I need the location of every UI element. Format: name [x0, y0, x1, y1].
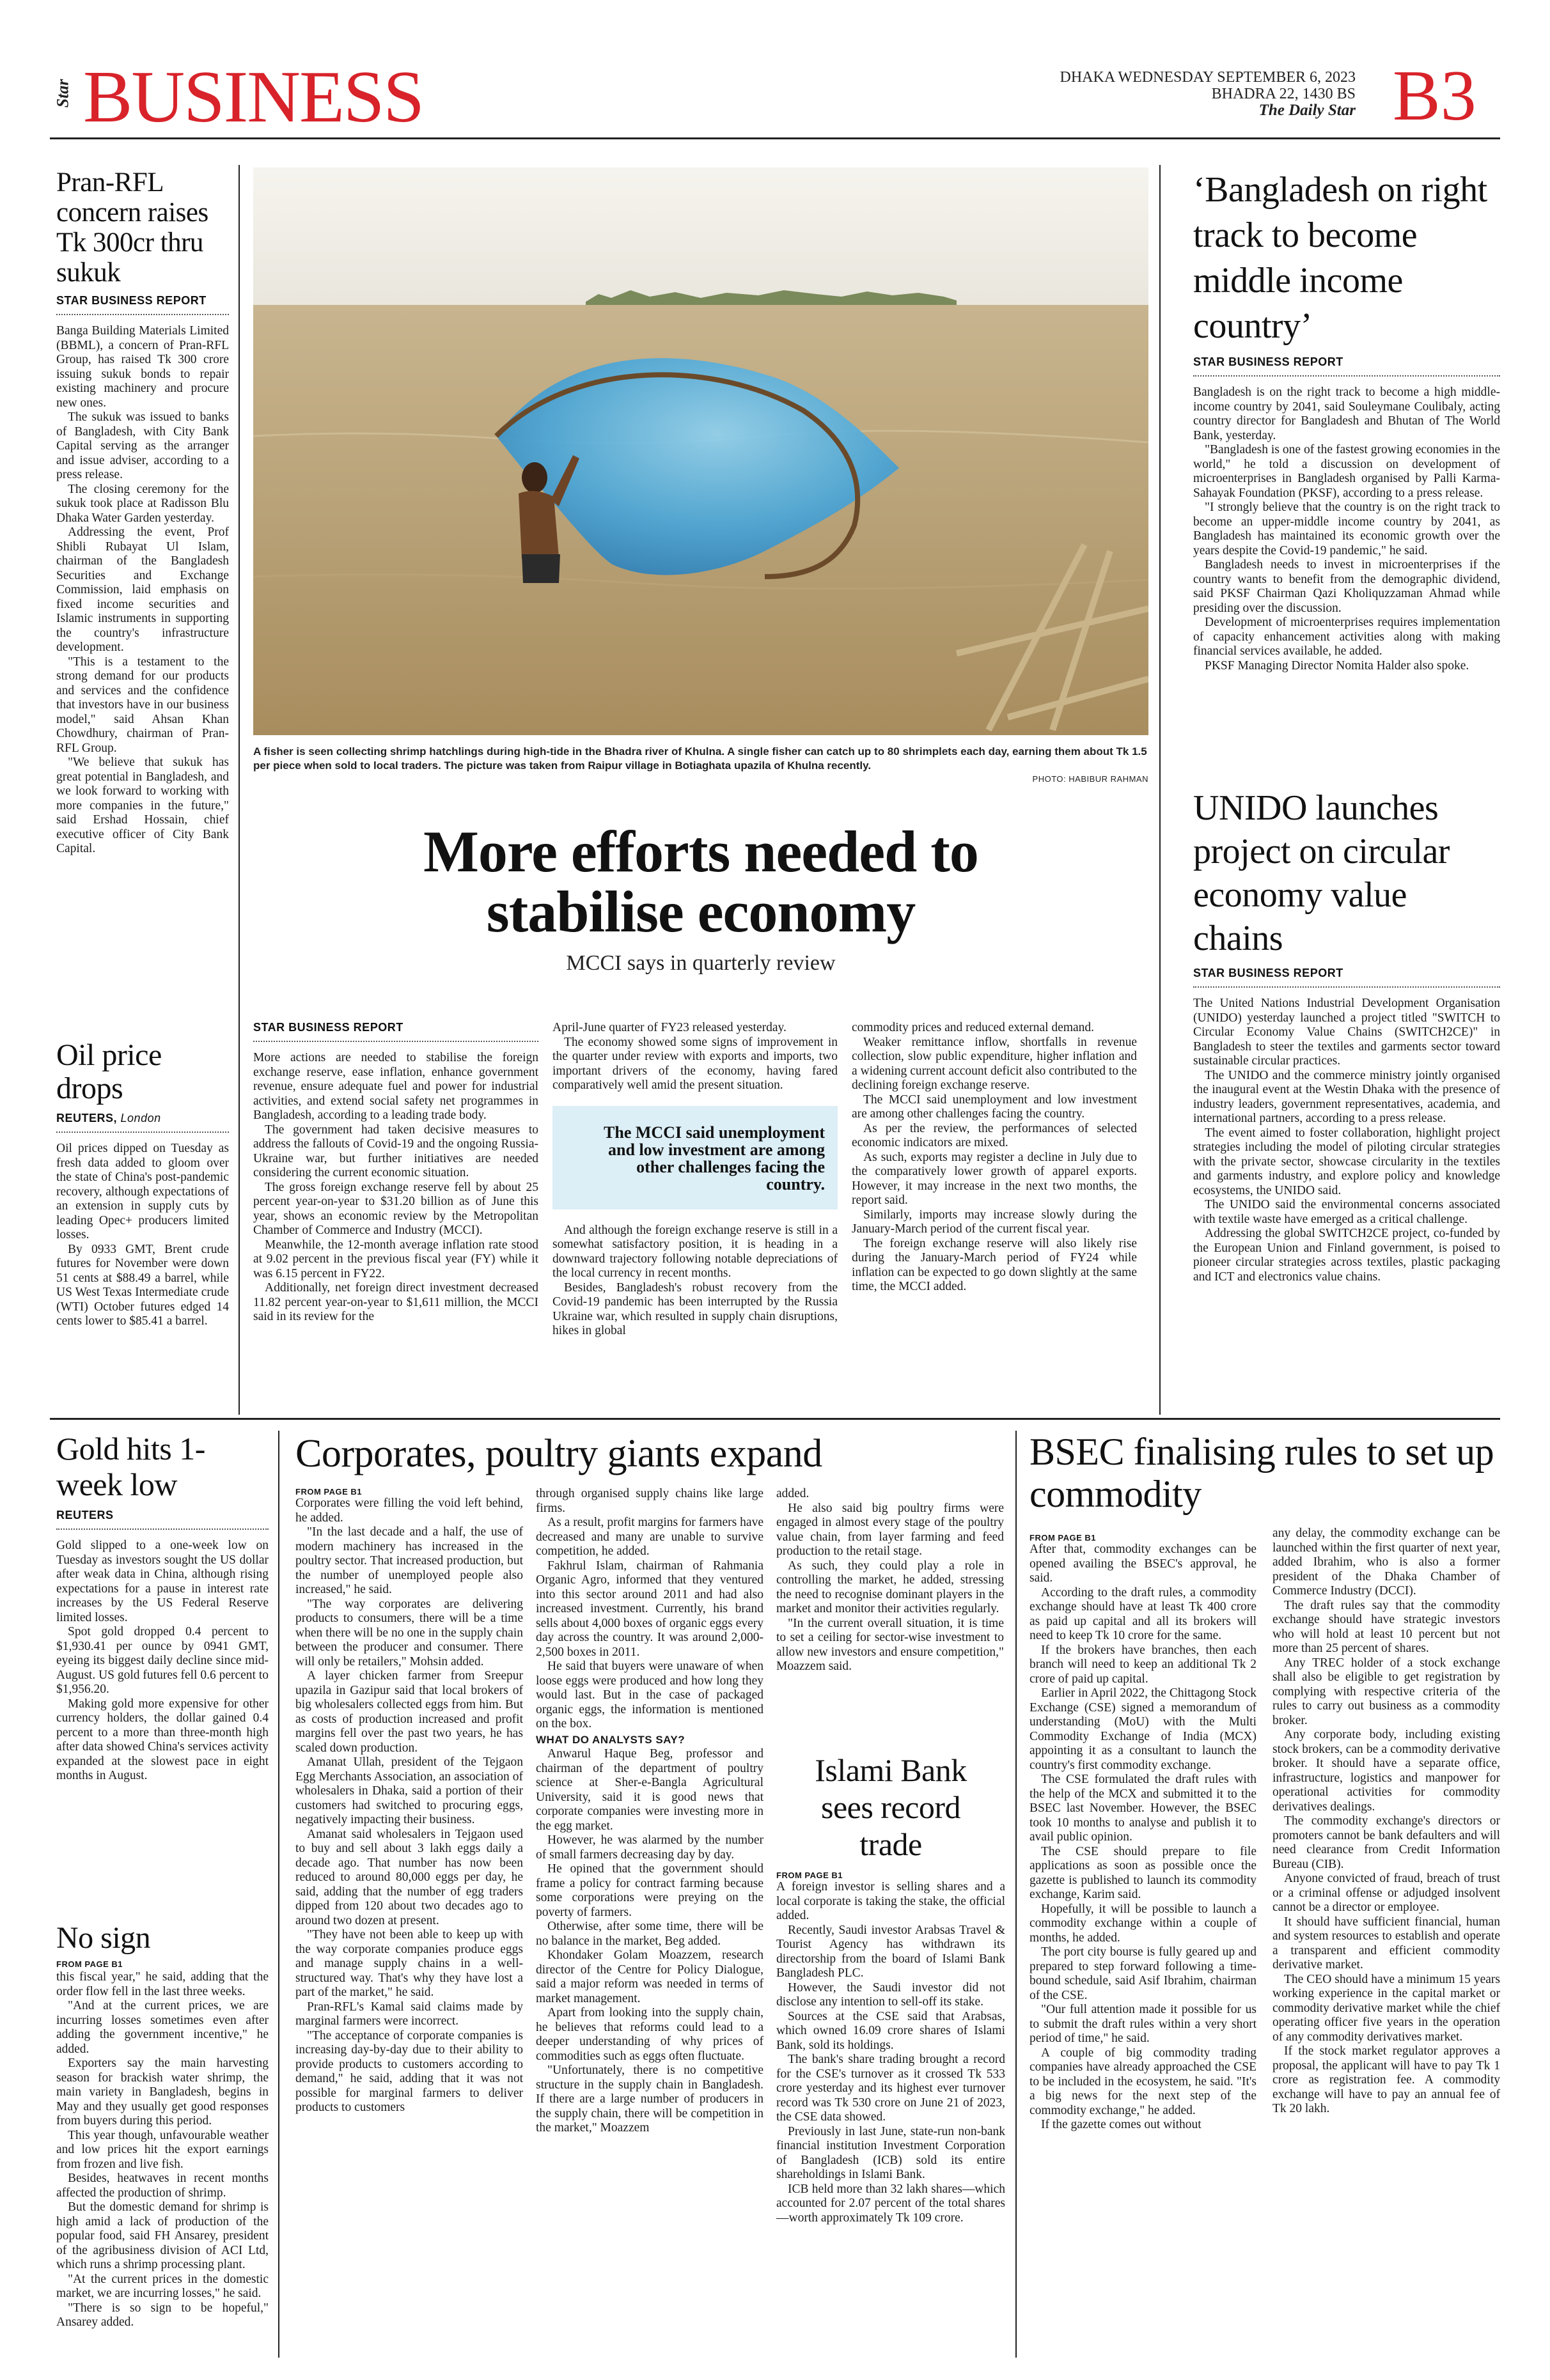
article-body	[536, 1487, 763, 2136]
paragraph: As such, they could play a role in controlling the market, he added, stressing the need to recognise dominant players in the market and monitor their activities regularly.	[776, 1559, 1004, 1615]
article-unido	[1193, 786, 1500, 1415]
paragraph: PKSF Managing Director Nomita Halder also spoke.	[1205, 658, 1469, 673]
paragraph: However, he was alarmed by the number of small farmers decreasing day by day.	[536, 1833, 763, 1862]
paragraph: He said that buyers were unaware of when loose eggs were produced and how long they would last. But in the case of packaged organic eggs, the information is mentioned on the box.	[536, 1660, 763, 1731]
paragraph: And although the foreign exchange reserve is still in a somewhat satisfactory position, it is heading in a downward trajectory following notable depreciations of the local currency in recent months.	[552, 1223, 838, 1280]
paragraph: Spot gold dropped 0.4 percent to $1,930.41 per ounce by 0941 GMT, eyeing its biggest daily decline since mid-August. US gold futures fell 0.6 percent to $1,956.20.	[56, 1625, 269, 1696]
paragraph: ICB held more than 32 lakh shares—which accounted for 2.07 percent of the total shares—worth approximately Tk 109 crore.	[776, 2182, 1005, 2225]
pull-quote-text: The MCCI said unemployment and low investment are among other challenges facing the country.	[604, 1123, 825, 1194]
paragraph: April-June quarter of FY23 released yesterday.	[552, 1021, 787, 1034]
byline: FROM PAGE B1	[295, 1487, 362, 1497]
paragraph: "This is a testament to the strong demand for our products and services and the confidence that investors have in our business model," said Ahsan Khan Chowdhury, chairman of Pran-RFL Group.	[56, 655, 229, 755]
article-body	[552, 1224, 838, 1339]
article-oil-price	[56, 1039, 229, 1415]
byline	[56, 1112, 229, 1133]
article-body	[1193, 997, 1500, 1284]
paragraph: Khondaker Golam Moazzem, research director of the Centre for Policy Dialogue, said a major reform was needed in terms of market management.	[536, 1948, 763, 2005]
paragraph: As per the review, the performances of selected economic indicators are mixed.	[852, 1121, 1137, 1149]
column-rule	[1015, 1431, 1017, 2358]
paragraph: "The way corporates are delivering products to consumers, there will be a time when there will be no one in the supply chain between the producer and consumer. There will only be retailers," Mohsin added.	[295, 1597, 523, 1668]
paragraph: The United Nations Industrial Development Organisation (UNIDO) yesterday launched a project titled "SWITCH to Circular Economy Value Chains (SWITCH2CE)" in Bangladesh to steer the textiles and garments sector toward sustainable circular practices.	[1193, 997, 1500, 1068]
paragraph: The commodity exchange's directors or promoters cannot be bank defaulters and will need clearance from Credit Information Bureau (CIB).	[1272, 1814, 1500, 1871]
paragraph: added.	[776, 1487, 810, 1500]
paragraph: Addressing the event, Prof Shibli Rubayat Ul Islam, chairman of the Bangladesh Securities and Exchange Commission, laid emphasis on fixed income securities and Islamic instruments in supporting the country's infrastructure development.	[56, 525, 229, 654]
paragraph: By 0933 GMT, Brent crude futures for November were down 51 cents at $88.49 a barrel, while US West Texas Intermediate crude (WTI) October futures edged 14 cents lower to $85.41 a barrel.	[56, 1242, 229, 1328]
paragraph: "I strongly believe that the country is on the right track to become an upper-middle income country by 2041, as Bangladesh has maintained its economic growth over the years despite the Covid-19 pandemic," he said.	[1193, 501, 1500, 557]
article-gold	[56, 1431, 269, 1917]
paragraph: The CSE should prepare to file applications as soon as possible once the gazette is published to launch its commodity exchange, Karim said.	[1029, 1844, 1256, 1901]
paragraph: Bangladesh is on the right track to become a high middle-income country by 2041, said Souleymane Coulibaly, acting country director for Bangladesh and Bhutan of The World Bank, yesterday.	[1193, 385, 1500, 442]
paragraph: "In the current overall situation, it is time to set a ceiling for sector-wise investment to allow new investors and ensure competition," Moazzem said.	[776, 1616, 1004, 1673]
article-body	[852, 1021, 1137, 1295]
caption-text: A fisher is seen collecting shrimp hatchlings during high-tide in the Bhadra river of Khulna. A single fisher can catch up to 80 shrimplets each day, earning them about Tk 1.5 per piece when sold to local traders. The picture was taken from Raipur village in Botiaghata upazila of Khulna recently.	[253, 745, 1147, 772]
sky	[253, 167, 1148, 305]
article-body	[253, 1051, 538, 1325]
article-body	[295, 1497, 523, 2115]
masthead-rule	[50, 137, 1500, 139]
paragraph: Amanat Ullah, president of the Tejgaon Egg Merchants Association, an association of wholesalers in Dhaka, said a portion of their customers had switched to procuring eggs, negatively impacting their business.	[295, 1755, 523, 1826]
dateline	[946, 69, 1356, 127]
paragraph: The UNIDO said the environmental concerns associated with textile waste have emerged as a critical challenge.	[1193, 1198, 1500, 1226]
column	[1272, 1527, 1500, 2362]
fisher-shorts	[522, 554, 560, 583]
column	[852, 1021, 1137, 1415]
article-body	[1029, 1543, 1256, 2133]
column	[552, 1021, 838, 1415]
paragraph: If the gazette comes out without	[1041, 2118, 1202, 2131]
paragraph: Making gold more expensive for other currency holders, the dollar gained 0.4 percent to a more than three-month high after data showed China's services activity expanded at the slowest pace in eight months in August.	[56, 1697, 269, 1782]
daily-star-logo: The Daily Star	[1258, 102, 1356, 119]
paragraph: Pran-RFL's Kamal said claims made by marginal farmers were incorrect.	[295, 2000, 523, 2028]
column	[776, 1487, 1004, 1743]
paragraph: It should have sufficient financial, human and system resources to establish and operate a transparent and efficient commodity derivative market.	[1272, 1915, 1500, 1972]
paragraph: Recently, Saudi investor Arabsas Travel & Tourist Agency has withdrawn its directorship from the board of Islami Bank Bangladesh PLC.	[776, 1923, 1005, 1980]
paragraph: Banga Building Materials Limited (BBML), a concern of Pran-RFL Group, has raised Tk 300 crore issuing sukuk bonds to repair existing machinery and procure new ones.	[56, 324, 229, 410]
paragraph: Meanwhile, the 12-month average inflation rate stood at 9.02 percent in the previous fiscal year (FY) while it was 6.15 percent in FY22.	[253, 1238, 538, 1280]
photo-credit: PHOTO: HABIBUR RAHMAN	[1032, 774, 1148, 784]
headline: Oil price drops	[56, 1039, 162, 1105]
column-rule	[239, 165, 240, 1415]
fisher-head	[522, 462, 547, 493]
paragraph: More actions are needed to stabilise the foreign exchange reserve, ease inflation, enhance government revenue, ensure adequate fuel and power for industrial activities, and extend social safety net programmes in Bangladesh, according to a leading trade body.	[253, 1051, 538, 1122]
paragraph: After that, commodity exchanges can be opened availing the BSEC's approval, he said.	[1029, 1543, 1256, 1585]
paragraph: Otherwise, after some time, there will be no balance in the market, Beg added.	[536, 1920, 763, 1948]
paragraph: But the domestic demand for shrimp is high amid a lack of production of the popular food, said FH Ansarey, president of the agribusiness division of ACI Ltd, which runs a shrimp processing plant.	[56, 2200, 269, 2271]
paragraph: He also said big poultry firms were engaged in almost every stage of the poultry value chain, from layer farming and feed production to the retail stage.	[776, 1501, 1004, 1558]
article-body	[56, 1970, 269, 2330]
paragraph: Besides, Bangladesh's robust recovery from the Covid-19 pandemic has been interrupted by the Russia Ukraine war, which resulted in supply chain disruptions, hikes in global	[552, 1280, 838, 1337]
paragraph: Weaker remittance inflow, shortfalls in revenue collection, slow public expenditure, higher inflation and a widening current account deficit also contributed to the declining foreign exchange reserve.	[852, 1035, 1137, 1092]
masthead-star-mark	[50, 63, 75, 124]
section-title: BUSINESS	[83, 59, 423, 136]
article-body	[56, 1539, 269, 1784]
paragraph: The foreign exchange reserve will also likely rise during the January-March period of FY24 while inflation can be expected to go down slightly at the same time, the MCCI added.	[852, 1236, 1137, 1293]
byline: STAR BUSINESS REPORT	[1193, 355, 1500, 377]
article-islami-bank	[776, 1752, 1005, 2362]
masthead-star-text: Star	[53, 79, 72, 108]
column-rule	[1159, 165, 1161, 1415]
paragraph: commodity prices and reduced external demand.	[852, 1021, 1095, 1034]
paragraph: Any TREC holder of a stock exchange shall also be eligible to get registration by complying with respective criteria of the rules to carry out business as a commodity broker.	[1272, 1656, 1500, 1727]
paragraph: Besides, heatwaves in recent months affected the production of shrimp.	[56, 2172, 269, 2200]
paragraph: Exporters say the main harvesting season for brackish water shrimp, the main variety in Bangladesh, begins in May and they usually get good responses from buyers during this period.	[56, 2057, 269, 2127]
paragraph: "They have not been able to keep up with the way corporate companies produce eggs and manage supply chains in a well-structured way. That's why they have lost a part of the market," he said.	[295, 1928, 523, 1999]
byline: FROM PAGE B1	[56, 1959, 123, 1969]
paragraph: As such, exports may register a decline in July due to the comparatively lower growth of apparel exports. However, it may increase in the next two months, the report said.	[852, 1150, 1137, 1207]
paragraph: Bangladesh needs to invest in microenterprises if the country wants to benefit from the demographic dividend, said PKSF Chairman Qazi Kholiquzzaman Ahmad while presiding over the discussion.	[1193, 558, 1500, 615]
article-middle-income	[1193, 167, 1500, 775]
shrimp-fisher-photo	[253, 167, 1148, 735]
paragraph: this fiscal year," he said, adding that the order flow fell in the last three weeks.	[56, 1970, 269, 1998]
byline: FROM PAGE B1	[776, 1871, 843, 1880]
byline-location: London	[120, 1112, 161, 1124]
headline: Islami Bank sees record trade	[815, 1752, 967, 1862]
paragraph: A foreign investor is selling shares and a local corporate is taking the stake, the official added.	[776, 1880, 1005, 1922]
paragraph: The economy showed some signs of improvement in the quarter under review with exports and imports, two important drivers of the economy, having fared comparatively well amid the present situation.	[552, 1035, 838, 1092]
article-no-sign	[56, 1921, 269, 2362]
byline-agency: REUTERS,	[56, 1112, 118, 1124]
column	[1029, 1533, 1256, 2362]
paragraph: "We believe that sukuk has great potential in Bangladesh, and we look forward to working with more companies in the future," said Ershad Hossain, chief executive officer of City Bank Capital.	[56, 756, 229, 855]
paragraph: A couple of big commodity trading companies have already approached the CSE to be included in the ecosystem, he said. "It's a big news for the next step of the commodity exchange," he added.	[1029, 2046, 1256, 2117]
paragraph: The CEO should have a minimum 15 years working experience in the capital market or commodity derivative market while the chief operating officer five years in the operation of any commodity derivatives market.	[1272, 1972, 1500, 2044]
paragraph: Fakhrul Islam, chairman of Rahmania Organic Agro, informed that they ventured into this sector around 2011 and had also increased investment. Currently, his brand sells about 4,000 boxes of organic eggs every day across the country. It was around 2,000-2,500 boxes in 2011.	[536, 1559, 763, 1659]
paragraph: Any corporate body, including existing stock brokers, can be a commodity derivative broker. It should have a separate office, infrastructure, logistics and manpower for operational activities for commodity derivatives dealings.	[1272, 1728, 1500, 1814]
headline: No sign	[56, 1921, 151, 1955]
page-number: B3	[1393, 58, 1476, 134]
paragraph: If the stock market regulator approves a proposal, the applicant will have to pay Tk 1 crore as registration fee. A commodity exchange will have to pay an annual fee of Tk 20 lakh.	[1272, 2044, 1500, 2115]
mcci-body	[253, 1021, 1148, 1415]
paragraph: "There is so sign to be hopeful," Ansarey added.	[56, 2301, 269, 2329]
paragraph: any delay, the commodity exchange can be launched within the first quarter of next year, added Ibrahim, who is also a former president of the Dhaka Chamber of Commerce Industry (DCCI).	[1272, 1527, 1500, 1598]
paragraph: Oil prices dipped on Tuesday as fresh data added to gloom over the state of China's post-pandemic recovery, although expectations of an extension in supply cuts by leading Opec+ producers limited losses.	[56, 1142, 229, 1241]
paragraph: Additionally, net foreign direct investment decreased 11.82 percent year-on-year to $1,611 million, the MCCI said in its review for the	[253, 1281, 538, 1323]
paragraph: Addressing the global SWITCH2CE project, co-funded by the European Union and Finland government, is poised to pioneer circular strategies across textiles, plastic packaging and ICT and electronics value chains.	[1193, 1227, 1500, 1284]
paragraph: As a result, profit margins for farmers have decreased and many are unable to survive competition, he added.	[536, 1516, 763, 1558]
headline: Corporates, poultry giants expand	[295, 1432, 822, 1475]
subheading: WHAT DO ANALYSTS SAY?	[536, 1733, 685, 1746]
byline: FROM PAGE B1	[1029, 1533, 1096, 1543]
paragraph: through organised supply chains like large firms.	[536, 1487, 763, 1515]
paragraph: A layer chicken farmer from Sreepur upazila in Gazipur said that local brokers of big wholesalers collected eggs from him. But as costs of production increased and profit margins fell over the past two years, he has scaled down production.	[295, 1669, 523, 1755]
article-body	[776, 1487, 1004, 1674]
section-rule	[50, 1418, 1500, 1420]
column-rule	[278, 1431, 279, 2358]
date-text: DHAKA WEDNESDAY SEPTEMBER 6, 2023	[1060, 69, 1356, 86]
article-body	[1272, 1527, 1500, 2117]
column	[295, 1487, 523, 2362]
paragraph: "Bangladesh is one of the fastest growing economies in the world," he told a discussion on development of microenterprises in Bangladesh organised by Palli Karma-Sahayak Foundation (PKSF), according to a press release.	[1193, 443, 1500, 500]
paragraph: Earlier in April 2022, the Chittagong Stock Exchange (CSE) signed a memorandum of understanding (MoU) with the Multi Commodity Exchange of India (MCX) appointing it as a consultant to launch the country's first commodity exchange.	[1029, 1686, 1256, 1772]
paragraph: Anwarul Haque Beg, professor and chairman of the department of poultry science at Sher-e-Bangla Agricultural University, said it is good news that corporate companies were investing more in the egg market.	[536, 1747, 763, 1833]
article-body	[1193, 385, 1500, 673]
paragraph: "Unfortunately, there is no competitive structure in the supply chain in Bangladesh. If there are a large number of producers in the supply chain, there will be competition in the market," Moazzem	[536, 2064, 763, 2135]
main-headline: More efforts needed to stabilise economy	[423, 821, 978, 944]
paragraph: The event aimed to foster collaboration, highlight project strategies including the model of piloting circular strategies with the private sector, showcase circularity in the textiles and garments industry, and explore policy and knowledge ecosystems, the UNIDO said.	[1193, 1126, 1500, 1197]
byline: STAR BUSINESS REPORT	[1193, 967, 1500, 988]
paragraph: The gross foreign exchange reserve fell by about 25 percent year-on-year to $31.20 billion as of June this year, shows an economic review by the Metropolitan Chamber of Commerce and Industry (MCCI).	[253, 1180, 538, 1237]
photo-caption	[253, 745, 1148, 796]
article-body	[56, 324, 229, 857]
paragraph: Sources at the CSE said that Arabsas, which owned 16.09 crore shares of Islami Bank, sold its holdings.	[776, 2009, 1005, 2052]
byline: STAR BUSINESS REPORT	[56, 294, 229, 315]
paragraph: "The acceptance of corporate companies is increasing day-by-day due to their ability to provide products to customers according to demand," he said, adding that it was not possible for marginal farmers to deliver products to customers	[295, 2028, 523, 2114]
paragraph: According to the draft rules, a commodity exchange should have at least Tk 400 crore as paid up capital and all its brokers will need to keep Tk 10 crore for the same.	[1029, 1585, 1256, 1642]
article-pran-rfl	[56, 167, 229, 1031]
paragraph: The sukuk was issued to banks of Bangladesh, with City Bank Capital serving as the arranger and issue adviser, according to a press release.	[56, 410, 229, 481]
paragraph: Corporates were filling the void left behind, he added.	[295, 1497, 523, 1525]
paragraph: "In the last decade and a half, the use of modern machinery has increased in the poultry sector. That increased production, but the number of unemployed people also increased," he said.	[295, 1525, 523, 1596]
masthead	[0, 0, 1550, 147]
paragraph: If the brokers have branches, then each branch will need to keep an additional Tk 2 crore of paid up capital.	[1029, 1643, 1256, 1686]
column	[536, 1487, 763, 2362]
paragraph: The CSE formulated the draft rules with the help of the MCX and submitted it to the BSEC last November. However, the BSEC took 10 months to analyse and publish it to avail public opinion.	[1029, 1773, 1256, 1844]
bhadra-text: BHADRA 22, 1430 BS	[1211, 86, 1356, 102]
byline: STAR BUSINESS REPORT	[253, 1021, 538, 1042]
headline: Gold hits 1-week low	[56, 1431, 205, 1502]
paragraph: The MCCI said unemployment and low investment are among other challenges facing the country.	[852, 1093, 1137, 1121]
paragraph: Amanat said wholesalers in Tejgaon used to buy and sell about 3 lakh eggs daily a decade ago. That number has now been reduced to around 80,000 eggs per day, he said, adding that the number of egg traders dipped from 120 about two decades ago to around two dozen at present.	[295, 1827, 523, 1927]
paragraph: The closing ceremony for the sukuk took place at Radisson Blu Dhaka Water Garden yesterday.	[56, 482, 229, 525]
paragraph: The draft rules say that the commodity exchange should have strategic investors who will hold at least 10 percent but not more than 25 percent of shares.	[1272, 1598, 1500, 1655]
fisher-body	[519, 491, 559, 563]
headline: BSEC finalising rules to set up commodity	[1029, 1431, 1494, 1515]
paragraph: Similarly, imports may increase slowly during the January-March period of the current fiscal year.	[852, 1208, 1137, 1236]
article-bsec	[1029, 1431, 1500, 2362]
column	[253, 1021, 538, 1415]
pull-quote	[552, 1106, 838, 1209]
paragraph: Previously in last June, state-run non-bank financial institution Investment Corporation of Bangladesh (ICB) sold its entire shareholdings in Islami Bank.	[776, 2124, 1005, 2181]
headline: UNIDO launches project on circular economy value chains	[1193, 788, 1450, 958]
paragraph: The port city bourse is fully geared up and prepared to step forward following a time-bound schedule, said Asif Ibrahim, chairman of the CSE.	[1029, 1945, 1256, 2002]
article-body	[56, 1142, 229, 1329]
paragraph: However, the Saudi investor did not disclose any intention to sell-off its stake.	[776, 1980, 1005, 2009]
paragraph: Development of microenterprises requires implementation of capacity enhancement activities along with making financial services available, he added.	[1193, 616, 1500, 658]
paragraph: He opined that the government should frame a policy for contract farming because some corporations were preying on the poverty of farmers.	[536, 1862, 763, 1919]
headline: ‘Bangladesh on right track to become middle income country’	[1193, 170, 1487, 346]
paragraph: "Our full attention made it possible for us to submit the draft rules within a very short period of time," he said.	[1029, 2003, 1256, 2045]
paragraph: The government had taken decisive measures to address the fallouts of Covid-19 and the ongoing Russia-Ukraine war, but further initiatives are needed considering the current economic situation.	[253, 1123, 538, 1179]
article-body	[552, 1021, 838, 1093]
paragraph: "At the current prices in the domestic market, we are incurring losses," he said.	[56, 2272, 269, 2300]
paragraph: Anyone convicted of fraud, breach of trust or a criminal offense or adjudged insolvent cannot be a director or employee.	[1272, 1872, 1500, 1914]
headline: Pran-RFL concern raises Tk 300cr thru sukuk	[56, 167, 208, 288]
paragraph: Apart from looking into the supply chain, he believes that reforms could lead to a deeper understanding of why prices of commodities such as eggs often fluctuate.	[536, 2006, 763, 2063]
paragraph: "And at the current prices, we are incurring losses sometimes even after adding the government incentive," he added.	[56, 1999, 269, 2056]
paragraph: Hopefully, it will be possible to launch a commodity exchange within a couple of months, he added.	[1029, 1902, 1256, 1945]
subheadline: MCCI says in quarterly review	[566, 951, 836, 975]
paragraph: Gold slipped to a one-week low on Tuesday as investors sought the US dollar after weak data in China, although rising expectations for a pause in interest rate increases by the US Federal Reserve limited losses.	[56, 1539, 269, 1624]
paragraph: The bank's share trading brought a record for the CSE's turnover as it crossed Tk 533 crore yesterday and its highest ever turnover record was Tk 530 crore on June 21 of 2023, the CSE data showed.	[776, 2053, 1005, 2124]
paragraph: This year though, unfavourable weather and low prices hit the export earnings from frozen and live fish.	[56, 2128, 269, 2171]
article-body	[776, 1880, 1005, 2225]
paragraph: The UNIDO and the commerce ministry jointly organised the inaugural event at the Westin Dhaka with the presence of industry leaders, government representatives, academia, and international partners, according to a press release.	[1193, 1068, 1500, 1125]
byline: REUTERS	[56, 1509, 269, 1530]
